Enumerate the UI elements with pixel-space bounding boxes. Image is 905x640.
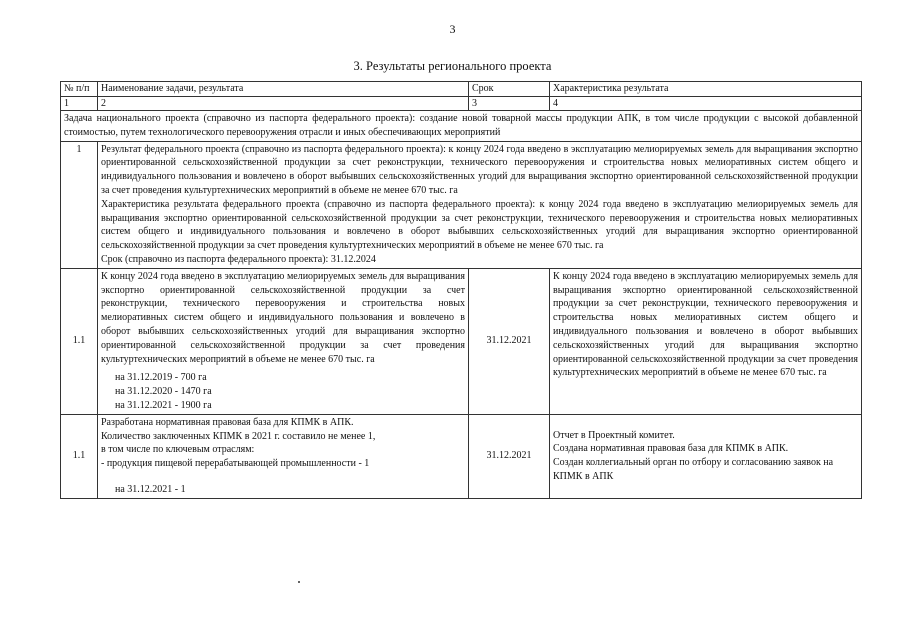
table-header-row <box>61 82 862 97</box>
table-row <box>61 414 862 498</box>
characteristic-line: Создана нормативная правовая база для КПМК в АПК. <box>553 443 789 455</box>
scan-speck <box>298 581 300 583</box>
column-number: 2 <box>98 97 469 111</box>
results-table <box>60 81 862 499</box>
column-number: 3 <box>469 97 550 111</box>
result-name-text: К концу 2024 года введено в эксплуатацию мелиорируемых земель для выращивания экспортно ориентированной сельскохозяйственной продукции за счет реконструкции, технического перевооружения и строительства новых мелиоративных систем общего и индивидуального пользования и вовлечено в оборот выбывших сельскохозяйственных угодий для выращивания экспортно ориентированной сельскохозяйственной продукции за счет проведения культуртехнических мероприятий в объеме не менее 670 тыс. га <box>101 270 465 365</box>
milestone-line: на 31.12.2019 - 700 га <box>115 372 207 384</box>
national-task-text: Задача национального проекта (справочно из паспорта федерального проекта): создание новой товарной массы продукции АПК, в том числе продукции с высокой добавленной стоимостью, путем технологического перевооружения отрасли и иных обеспечивающих мероприятий <box>61 111 862 142</box>
header-num: № п/п <box>61 82 98 97</box>
result-line: Разработана нормативная правовая база для КПМК в АПК. <box>101 416 354 428</box>
characteristic-cell <box>550 414 862 498</box>
milestone-line: на 31.12.2021 - 1900 га <box>115 399 212 411</box>
federal-result-text: Результат федерального проекта (справочно из паспорта федерального проекта): к концу 2024 года введено в эксплуатацию мелиорируемых земель для выращивания экспортно ориентированной сельскохозяйственной продукции за счет реконструкции, технического перевооружения и строительства новых мелиоративных систем общего и индивидуального пользования и вовлечено в оборот выбывших сельскохозяйственных угодий для выращивания экспортно ориентированной сельскохозяйственной продукции за счет проведения культуртехнических мероприятий в объеме не менее 670 тыс. га <box>101 143 858 196</box>
milestone-line: на 31.12.2020 - 1470 га <box>115 386 212 398</box>
result-line: в том числе по ключевым отраслям: <box>101 444 255 456</box>
header-term: Срок <box>469 82 550 97</box>
column-numbers-row <box>61 97 862 111</box>
header-name: Наименование задачи, результата <box>98 82 469 97</box>
row-number: 1.1 <box>61 268 98 414</box>
row-number: 1.1 <box>61 414 98 498</box>
federal-result-cell <box>98 141 862 268</box>
characteristic-line: Отчет в Проектный комитет. <box>553 429 675 441</box>
header-characteristic: Характеристика результата <box>550 82 862 97</box>
task-row <box>61 111 862 142</box>
page-number: 3 <box>449 22 456 36</box>
result-line: Количество заключенных КПМК в 2021 г. составило не менее 1, <box>101 430 376 442</box>
characteristic-line: Создан коллегиальный орган по отбору и согласованию заявок на КПМК в АПК <box>553 457 834 483</box>
federal-result-row <box>61 141 862 268</box>
term-cell: 31.12.2021 <box>469 268 550 414</box>
row-number: 1 <box>61 141 98 268</box>
table-row <box>61 268 862 414</box>
federal-characteristic-text: Характеристика результата федерального проекта (справочно из паспорта федерального проекта): к концу 2024 года введено в эксплуатацию мелиорируемых земель для выращивания экспортно ориентированной сельскохозяйственной продукции за счет реконструкции, технического перевооружения и строительства новых мелиоративных систем общего и индивидуального пользования и вовлечено в оборот выбывших сельскохозяйственных угодий для выращивания экспортно ориентированной сельскохозяйственной продукции за счет проведения культуртехнических мероприятий в объеме не менее 670 тыс. га <box>101 198 858 252</box>
result-name-cell <box>98 268 469 414</box>
milestone-line: на 31.12.2021 - 1 <box>115 483 186 495</box>
column-number: 4 <box>550 97 862 111</box>
term-cell: 31.12.2021 <box>469 414 550 498</box>
federal-deadline-text: Срок (справочно из паспорта федерального проекта): 31.12.2024 <box>101 253 376 265</box>
result-line: - продукция пищевой перерабатывающей промышленности - 1 <box>101 458 370 470</box>
column-number: 1 <box>61 97 98 111</box>
result-name-cell <box>98 414 469 498</box>
characteristic-cell: К концу 2024 года введено в эксплуатацию мелиорируемых земель для выращивания экспортно ориентированной сельскохозяйственной продукции за счет реконструкции, технического перевооружения и строительства новых мелиоративных систем общего и индивидуального пользования и вовлечено в оборот выбывших сельскохозяйственных угодий для выращивания экспортно ориентированной сельскохозяйственной продукции за счет проведения культуртехнических мероприятий в объеме не менее 670 тыс. га <box>550 268 862 414</box>
section-title: 3. Результаты регионального проекта <box>353 59 552 73</box>
